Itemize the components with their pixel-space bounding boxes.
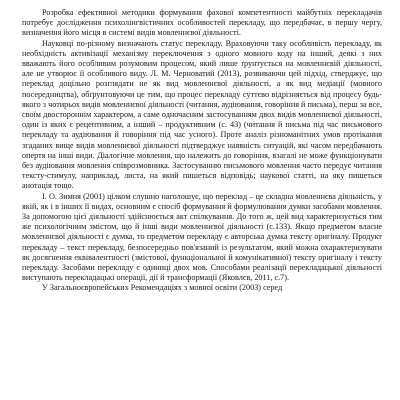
paragraph-recommendations: У Загальноєвропейських Рекомендаціях з мовної освіти (2003) серед [42, 283, 283, 293]
paragraph-translation-status: Науковці по-різному визначають статус перекладу. Враховуючи таку особливість перекладу, як необхідність активізації механізму переключення з одного мовного коду на інший, деякі з них вважають його особливим розумовим процесом, який лише ґрунтується на мовленнєвій діяльності, але не утворює її особливого виду. Л. М. Черноватий (2013), розвиваючи цей підхід, стверджує, що переклад доцільно розглядати не як вид мовленнєвої діяльності, а як вид медіації (мовного посередництва), обґрунтовуючи це тим, що процес перекладу суттєво відрізняється від процесу будь-якого з чотирьох видів мовленнєвої діяльності (читання, аудіювання, говоріння й письма), перш за все, своїм двостороннім характером, а саме одночасним застосуванням двох видів мовленнєвої діяльності, один із яких є рецептивним, а інший – продуктивним (с. 43) (читання й письма під час письмового перекладу та аудіювання й говоріння під час усного). Проте аналіз різноманітних умов протікання згаданих вище видів мовленнєвої діяльності підтверджує наявність ситуацій, які часом передбачають опертя на інші види. Діалогічне мовлення, що належить до говоріння, взагалі не може функціонувати без аудіювання мовлення співрозмовника. Застосуванню письмового мовлення часто передує читання тексту-стимулу, наприклад, листа, на який пишеться відповідь; наукової статті, на яку пишеться анотація тощо. [22, 38, 382, 191]
paragraph-intro: Розробка ефективної методики формування фахової компетентності майбутніх перекладачів потребує дослідження психолінгвістичних особливостей перекладу, що передбачає, в першу чергу, визначення його місця в системі видів мовленнєвої діяльності. [22, 8, 382, 38]
paragraph-zimnya: І. О. Зимня (2001) цілком слушно наголошує, що переклад – це складна мовленнєва діяльність, у якій, як і в інших її видах, основним є спосіб формування й формулювання думки засобами мовлення. За допомогою цієї діяльності здійснюється акт спілкування. До того ж, цей вид характеризується тим же психологічним змістом, що й інші види мовленнєвої діяльності (с.133). Якщо предметом власне мовленнєвої діяльності є думка, то предметом перекладу є авторська думка тексту оригіналу. Продукт перекладу – текст перекладу, безпосередньо пов'язаний із результатом, який можна охарактеризувати як досягнення еквівалентності (змістової, функціональної й комунікативної) тексту оригіналу і тексту перекладу. Засобами перекладу є одиниці двох мов. Способами реалізації перекладацької діяльності виступають перекладацькі операції, дії й трансформації (Яковлєв, 2011, с.7). [22, 191, 382, 283]
